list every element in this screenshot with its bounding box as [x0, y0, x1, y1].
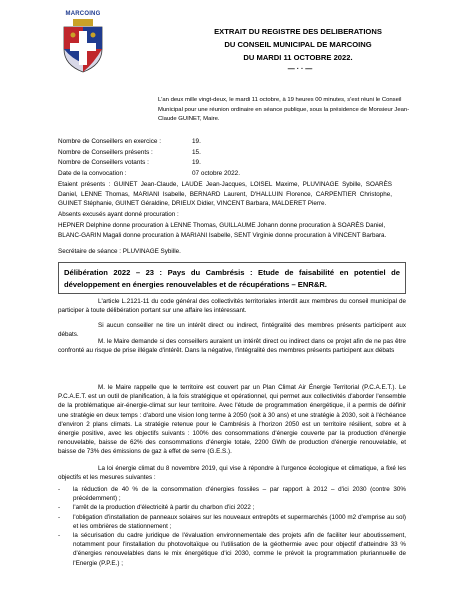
- bullet-marker: -: [58, 504, 61, 512]
- crest-town-name: MARCOING: [65, 11, 101, 17]
- meta-label: Date de la convocation :: [58, 169, 127, 177]
- body-paragraph: [58, 464, 406, 482]
- paragraph-text: M. le Maire rappelle que le territoire est couvert par un Plan Climat Air Énergie Territorial (P.C.A.E.T.). Le P.C.A.E.T. est un outil de planification, à la fois stratégique et opérationnel, qui permet aux collectivités d'aborder l'ensemble de la problématique air-énergie-climat sur leur territoire. Avec l'étude de programmation énergétique, il a permis de définir une stratégie en deux temps : d'abord une vision long terme à 2050 (soit à 30 ans) et une stratégie à 2030, soit à l'échéance d'environ 2 plans climats. La stratégie retenue pour le Cambrésis à l'horizon 2050 est un territoire résilient, sobre et à énergie positive, avec les objectifs suivants : 100% des consommations d'énergie couverte par la production d'énergie renouvelable, baisse de 62% des consommations d'énergie totale, 2200 GWh de production d'énergie renouvelable, et baisse de 73% des émissions de gaz à effet de serre (G.E.S.).: [58, 384, 406, 456]
- meta-label: Nombre de Conseillers présents :: [58, 148, 153, 156]
- bullet-text: la sécurisation du cadre juridique de l'évaluation environnementale des projets afin de faciliter leur aboutissement, notamment pour l'installation du photovoltaïque ou l'utilisation de la géothermie avec pour objectif d'atteindre 33 % d'énergies renouvelables dans le mix énergétique d'ici 2030, comme le prévoit la programmation pluriannuelle de l'Energie (P.P.E.) ;: [73, 532, 406, 567]
- deliberation-title: Délibération 2022 – 23 : Pays du Cambrésis : Etude de faisabilité en potentiel de développement en énergies renouvelables et de récupérations – ENR&R.: [64, 268, 400, 289]
- absent-members-title: Absents excusés ayant donné procuration :: [58, 211, 179, 218]
- bullet-text: l'obligation d'installation de panneaux solaires sur les nouveaux entrepôts et supermarchés (1000 m2 d'emprise au sol) et les ombrières de stationnement ;: [73, 513, 406, 530]
- meta-value: 07 octobre 2022.: [192, 169, 240, 177]
- list-item: [58, 485, 406, 503]
- meta-value: 19.: [192, 159, 201, 167]
- bullet-text: la réduction de 40 % de la consommation d'énergies fossiles – par rapport à 2012 – d'ici 2030 (contre 30% précédemment) ;: [73, 486, 406, 503]
- body-paragraph: [58, 337, 406, 355]
- meta-row: [58, 137, 240, 148]
- list-item: [58, 531, 406, 568]
- body-paragraph: [58, 297, 406, 315]
- meta-value: 15.: [192, 148, 201, 156]
- paragraph-text: M. le Maire demande si des conseillers auraient un intérêt direct ou indirect dans ce projet afin de ne pas être confronté au risque de prise illégale d'intérêt. Dans la négative, l'intégralité des membres présents participent aux débats: [58, 338, 406, 355]
- town-crest: [58, 19, 108, 73]
- paragraph-text: L'article L.2121-11 du code général des collectivités territoriales interdit aux membres du conseil municipal de participer à toute délibération portant sur une affaire les intéressant.: [58, 298, 406, 315]
- list-item: [58, 513, 406, 531]
- bullet-text: l'arrêt de la production d'électricité à partir du charbon d'ici 2022 ;: [73, 504, 255, 512]
- meta-label: Nombre de Conseillers en exercice :: [58, 138, 162, 145]
- bullet-marker: -: [58, 513, 61, 521]
- meta-row: [58, 169, 240, 180]
- measures-list: [58, 485, 406, 568]
- header-line-registry: EXTRAIT DU REGISTRE DES DELIBERATIONS: [214, 27, 382, 36]
- meta-row: [58, 148, 240, 159]
- header-line-date: DU MARDI 11 OCTOBRE 2022.: [243, 53, 353, 62]
- header-separator: — · · —: [287, 66, 313, 73]
- meta-row: [58, 158, 240, 169]
- body-paragraph: [58, 383, 406, 457]
- bullet-marker: -: [58, 532, 61, 540]
- meta-value: 19.: [192, 138, 201, 145]
- paragraph-text: La loi énergie climat du 8 novembre 2019, qui vise à répondre à l'urgence écologique et climatique, a fixé les objectifs et les mesures suivantes :: [58, 465, 406, 482]
- session-secretary: Secrétaire de séance : PLUVINAGE Sybille.: [58, 248, 181, 255]
- meta-label: Nombre de Conseillers votants :: [58, 159, 149, 167]
- paragraph-text: Si aucun conseiller ne tire un intérêt direct ou indirect, l'intégralité des membres présents participent aux débats.: [58, 322, 406, 339]
- header-line-council: DU CONSEIL MUNICIPAL DE MARCOING: [224, 40, 372, 49]
- absent-members: HEPNER Delphine donne procuration à LENNE Thomas, GUILLAUME Johann donne procuration à SOARÈS Daniel, BLANC-GARIN Magali donne procuration à MARIANI Isabelle, SENT Virginie donne procuration à VINCENT Barbara.: [58, 222, 387, 239]
- deliberation-title-box: [58, 262, 406, 294]
- intro-paragraph: L'an deux mille vingt-deux, le mardi 11 octobre, à 19 heures 00 minutes, s'est réuni le Conseil Municipal pour une réunion ordinaire en séance publique, sous la présidence de Monsieur Jean-Claude GUINET, Maire.: [158, 97, 410, 123]
- bullet-marker: -: [58, 486, 61, 493]
- council-meta: [58, 137, 240, 179]
- present-members: Etaient présents : GUINET Jean-Claude, LAUDE Jean-Jacques, LOISEL Maxime, PLUVINAGE Sybille, SOARÈS Daniel, LENNE Thomas, MARIANI Isabelle, BERNARD Laurent, D'HALLUIN Florence, CARPENTIER Christophe, GUINET Stéphanie, GUINET Géraldine, DRIEUX Didier, VINCENT Barbara, MALDERET Pierre.: [58, 181, 392, 208]
- list-item: [58, 503, 406, 512]
- document-header: [148, 25, 448, 64]
